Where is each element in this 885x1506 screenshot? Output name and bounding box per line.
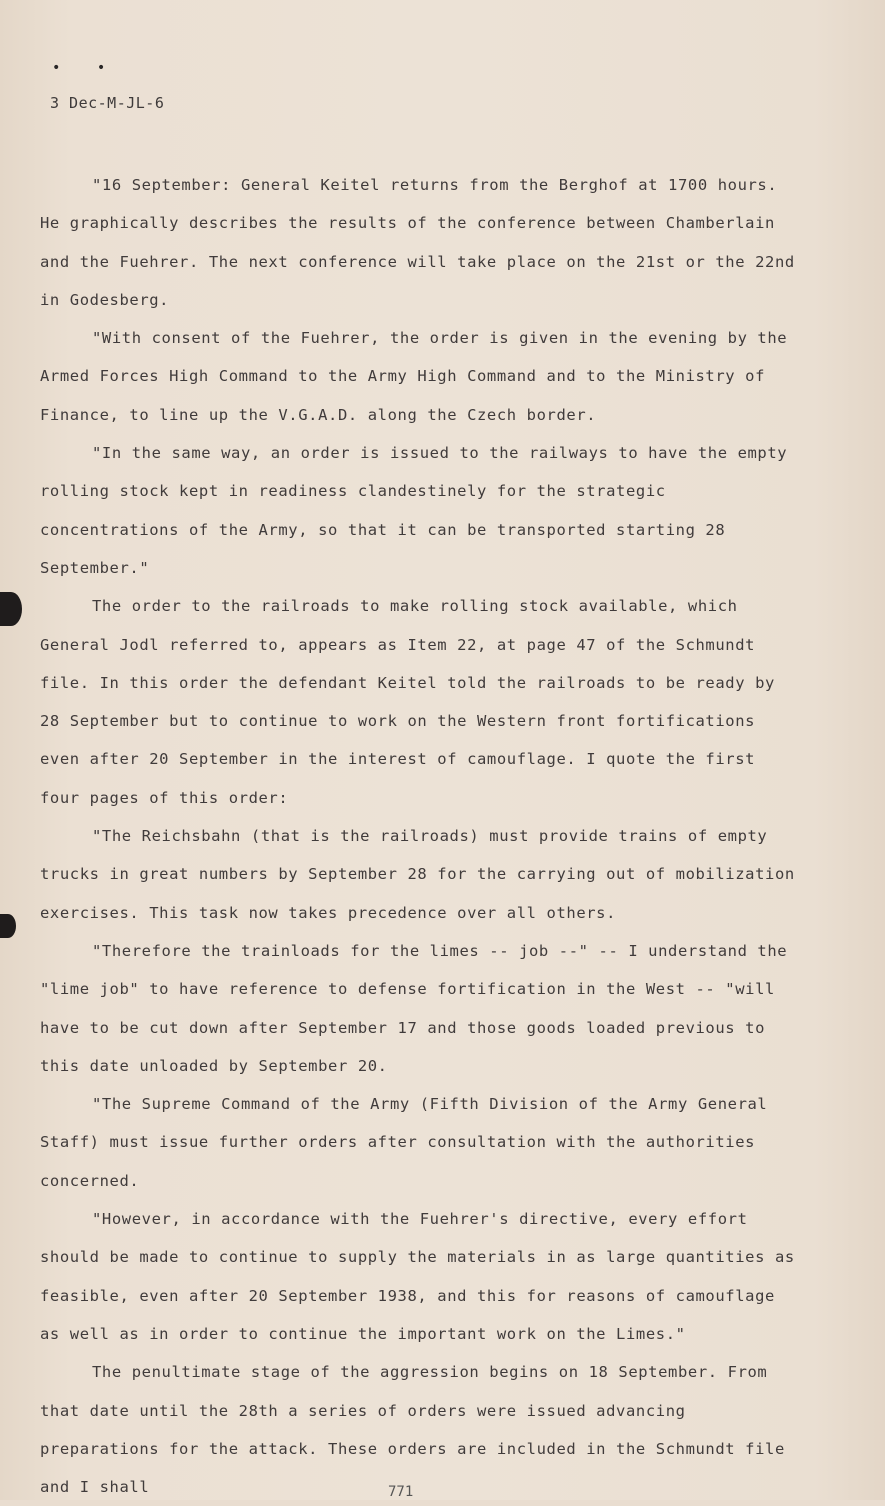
paragraph: "16 September: General Keitel returns from the Berghof at 1700 hours. He graphically describes the results of the conference between Chamberlain and the Fuehrer. The next conference will take place on the 21st or the 22nd in Godesberg.: [40, 176, 795, 309]
paragraph: The penultimate stage of the aggression begins on 18 September. From that date until the 28th a series of orders were issued advancing preparations for the attack. These orders are included in the Schmundt file and I shall: [40, 1363, 785, 1497]
paragraph: "However, in accordance with the Fuehrer's directive, every effort should be made to continue to supply the materials in as large quantities as feasible, even after 20 September 1938, and this for reasons of camouflage as well as in order to continue the important work on the Limes.": [40, 1210, 795, 1343]
document-body: [40, 166, 800, 1506]
page-number: 771: [388, 1484, 414, 1500]
paragraph: "In the same way, an order is issued to the railways to have the empty rolling stock kept in readiness clandestinely for the strategic concentrations of the Army, so that it can be transported starting 28 September.": [40, 444, 788, 577]
paragraph: The order to the railroads to make rolling stock available, which General Jodl referred to, appears as Item 22, at page 47 of the Schmundt file. In this order the defendant Keitel told the railroads to be ready by 28 September but to continue to work on the Western front fortifications even after 20 September in the interest of camouflage. I quote the first four pages of this order:: [40, 597, 775, 807]
paragraph: "The Supreme Command of the Army (Fifth Division of the Army General Staff) must issue further orders after consultation with the authorities concerned.: [40, 1095, 768, 1190]
binder-hole-mark: [0, 592, 22, 626]
document-reference: 3 Dec-M-JL-6: [50, 94, 165, 112]
paragraph: "The Reichsbahn (that is the railroads) must provide trains of empty trucks in great numbers by September 28 for the carrying out of mobilization exercises. This task now takes precedence over all others.: [40, 827, 795, 922]
paragraph: "With consent of the Fuehrer, the order is given in the evening by the Armed Forces High Command to the Army High Command and to the Ministry of Finance, to line up the V.G.A.D. along the Czech border.: [40, 329, 788, 424]
paragraph: "Therefore the trainloads for the limes -- job --" -- I understand the "lime job" to have reference to defense fortification in the West -- "will have to be cut down after September 17 and those goods loaded previous to this date unloaded by September 20.: [40, 941, 788, 1075]
binder-hole-mark: [0, 914, 16, 938]
punch-marks: • •: [52, 60, 120, 76]
